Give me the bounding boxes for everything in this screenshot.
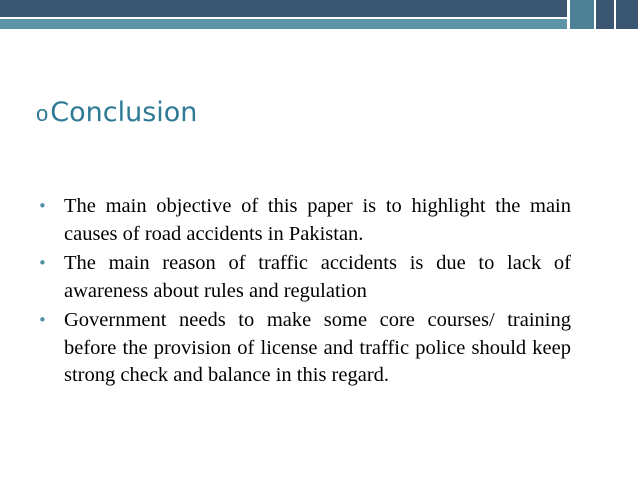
header-bar-teal: [0, 19, 567, 29]
header-block: [570, 0, 594, 29]
header-block: [596, 0, 614, 29]
bullet-icon: •: [38, 197, 47, 215]
bullet-text: Government needs to make some core courses/ training before the provision of license and traffic police should keep strong check and balance in this regard.: [64, 309, 571, 386]
header-block: [616, 0, 638, 29]
title-marker-icon: o: [36, 101, 49, 126]
bullet-list: [37, 193, 571, 390]
bullet-text: The main objective of this paper is to highlight the main causes of road accidents in Pakistan.: [64, 195, 571, 245]
bullet-text: The main reason of traffic accidents is due to lack of awareness about rules and regulation: [64, 252, 571, 302]
header-decoration: [0, 0, 638, 29]
bullet-icon: •: [38, 254, 47, 272]
list-item: [37, 250, 571, 305]
header-bar-dark: [0, 0, 567, 17]
list-item: [37, 307, 571, 390]
title-text: Conclusion: [50, 97, 198, 128]
slide-title: [36, 97, 197, 128]
bullet-icon: •: [38, 311, 47, 329]
slide-body: [37, 193, 571, 392]
list-item: [37, 193, 571, 248]
